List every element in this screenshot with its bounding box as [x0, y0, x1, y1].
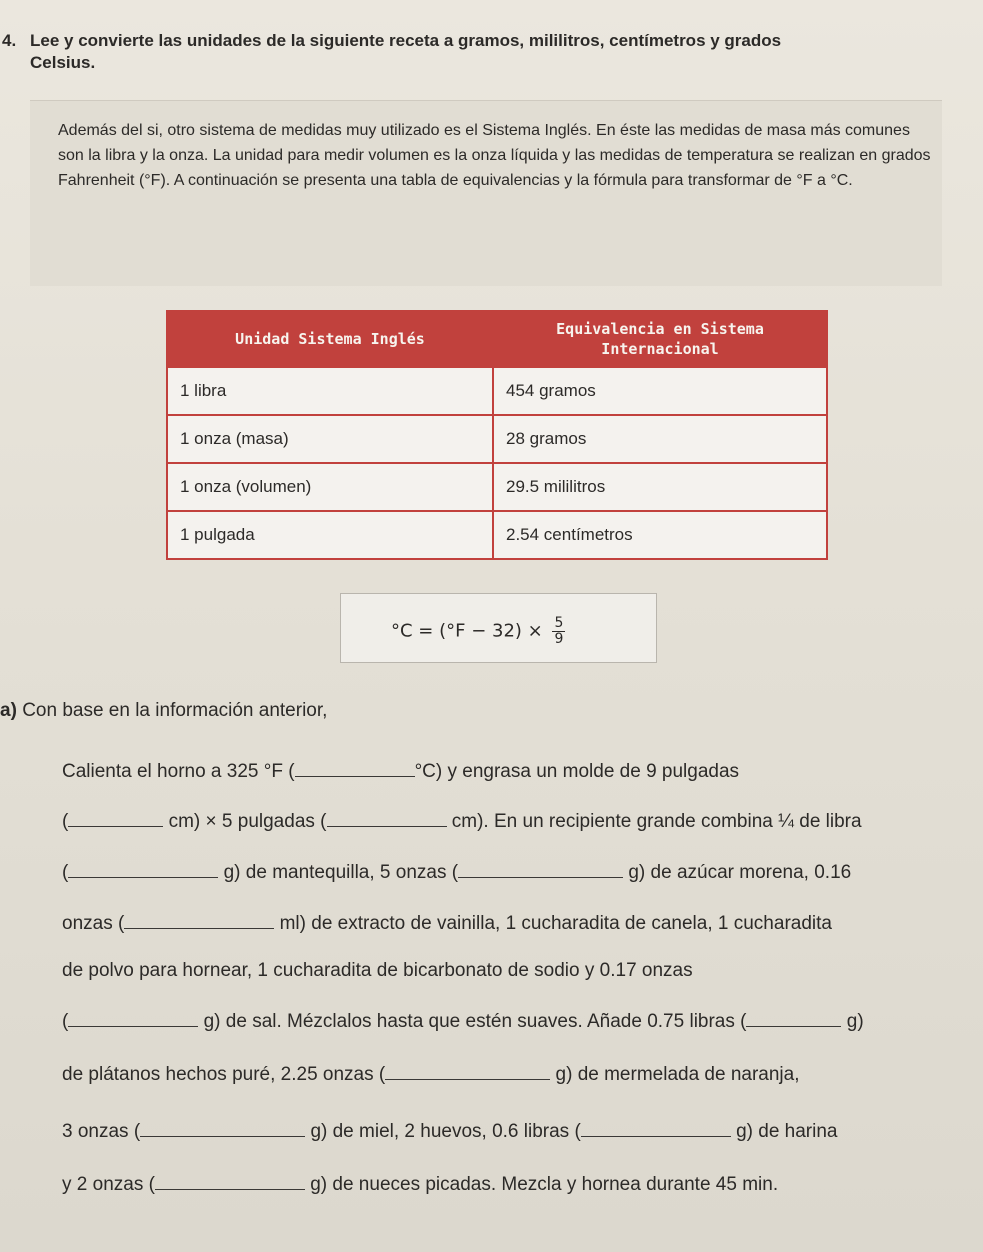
equivalence-table — [166, 310, 828, 560]
exercise-number: 4. — [2, 31, 17, 50]
recipe-line — [62, 1173, 778, 1196]
recipe-fragment: cm). En un recipiente grande combina ¼ de libra — [451, 811, 862, 832]
table-cell-equivalence: 28 gramos — [493, 415, 827, 463]
recipe-fragment: g) — [846, 1011, 864, 1032]
part-a-label: a) — [0, 700, 17, 721]
answer-blank[interactable] — [68, 810, 163, 827]
formula-fraction — [552, 616, 565, 647]
table-cell-equivalence: 2.54 centímetros — [493, 511, 827, 559]
table-header-si-equivalence: Equivalencia en Sistema Internacional — [493, 311, 827, 367]
exercise-instruction: Lee y convierte las unidades de la siguiente receta a gramos, mililitros, centímetros y grados — [30, 31, 782, 50]
table-cell-equivalence: 29.5 mililitros — [493, 463, 827, 511]
recipe-line — [62, 1063, 800, 1086]
answer-blank[interactable] — [581, 1120, 731, 1137]
table-cell-unit: 1 onza (volumen) — [167, 463, 493, 511]
table-row — [167, 415, 827, 463]
formula-denominator: 9 — [554, 631, 564, 647]
recipe-fragment: cm) × 5 pulgadas ( — [168, 811, 327, 832]
answer-blank[interactable] — [458, 861, 623, 878]
table-row — [167, 463, 827, 511]
recipe-line — [62, 960, 693, 982]
formula-box — [340, 593, 657, 663]
answer-blank[interactable] — [327, 810, 447, 827]
recipe-line — [62, 760, 739, 783]
recipe-fragment: g) de harina — [736, 1121, 838, 1142]
recipe-fragment: 3 onzas ( — [62, 1121, 141, 1142]
recipe-fragment: de polvo para hornear, 1 cucharadita de bicarbonato de sodio y 0.17 onzas — [62, 960, 693, 981]
answer-blank[interactable] — [124, 912, 274, 929]
exercise-instruction-cont: Celsius. — [30, 53, 96, 72]
conversion-formula — [391, 616, 565, 647]
part-a-text: Con base en la información anterior, — [22, 700, 328, 721]
table-header-row — [167, 311, 827, 367]
recipe-fragment: y 2 onzas ( — [62, 1174, 155, 1195]
recipe-line — [62, 1010, 864, 1033]
recipe-line — [62, 861, 851, 884]
answer-blank[interactable] — [385, 1063, 550, 1080]
answer-blank[interactable] — [140, 1120, 305, 1137]
recipe-fragment: ( — [62, 862, 69, 883]
recipe-fragment: g) de sal. Mézclalos hasta que estén suaves. Añade 0.75 libras ( — [203, 1011, 747, 1032]
answer-blank-celsius[interactable] — [295, 760, 415, 777]
table-row — [167, 511, 827, 559]
recipe-line — [62, 1120, 837, 1143]
recipe-fragment: g) de azúcar morena, 0.16 — [628, 862, 852, 883]
table-header-english-unit: Unidad Sistema Inglés — [167, 311, 493, 367]
recipe-fragment: Calienta el horno a 325 °F ( — [62, 761, 295, 782]
table-cell-unit: 1 libra — [167, 367, 493, 415]
part-a-heading — [0, 700, 327, 722]
formula-lhs: °C = (°F − 32) × — [391, 620, 543, 642]
recipe-line — [62, 810, 862, 833]
recipe-fragment: g) de mermelada de naranja, — [555, 1064, 800, 1085]
recipe-fragment: ( — [62, 811, 69, 832]
recipe-fragment: g) de mantequilla, 5 onzas ( — [223, 862, 459, 883]
recipe-fragment: g) de nueces picadas. Mezcla y hornea durante 45 min. — [310, 1174, 779, 1195]
answer-blank[interactable] — [155, 1173, 305, 1190]
answer-blank[interactable] — [68, 1010, 198, 1027]
recipe-line — [62, 912, 832, 935]
table-cell-equivalence: 454 gramos — [493, 367, 827, 415]
table-cell-unit: 1 pulgada — [167, 511, 493, 559]
formula-numerator: 5 — [554, 615, 564, 631]
recipe-fragment: de plátanos hechos puré, 2.25 onzas ( — [62, 1064, 386, 1085]
intro-text: Además del si, otro sistema de medidas muy utilizado es el Sistema Inglés. En éste las medidas de masa más comunes son la libra y la onza. La unidad para medir volumen es la onza líquida y las medidas de temperatura se realizan en grados Fahrenheit (°F). A continuación se presenta una tabla de equivalencias y la fórmula para transformar de °F a °C. — [58, 122, 931, 189]
recipe-fragment: ( — [62, 1011, 69, 1032]
recipe-fragment: g) de miel, 2 huevos, 0.6 libras ( — [310, 1121, 581, 1142]
recipe-fragment: ml) de extracto de vainilla, 1 cucharadita de canela, 1 cucharadita — [279, 913, 832, 934]
recipe-fragment: onzas ( — [62, 913, 125, 934]
answer-blank[interactable] — [68, 861, 218, 878]
answer-blank[interactable] — [746, 1010, 841, 1027]
table-row — [167, 367, 827, 415]
recipe-fragment: °C) y engrasa un molde de 9 pulgadas — [414, 761, 740, 782]
table-cell-unit: 1 onza (masa) — [167, 415, 493, 463]
